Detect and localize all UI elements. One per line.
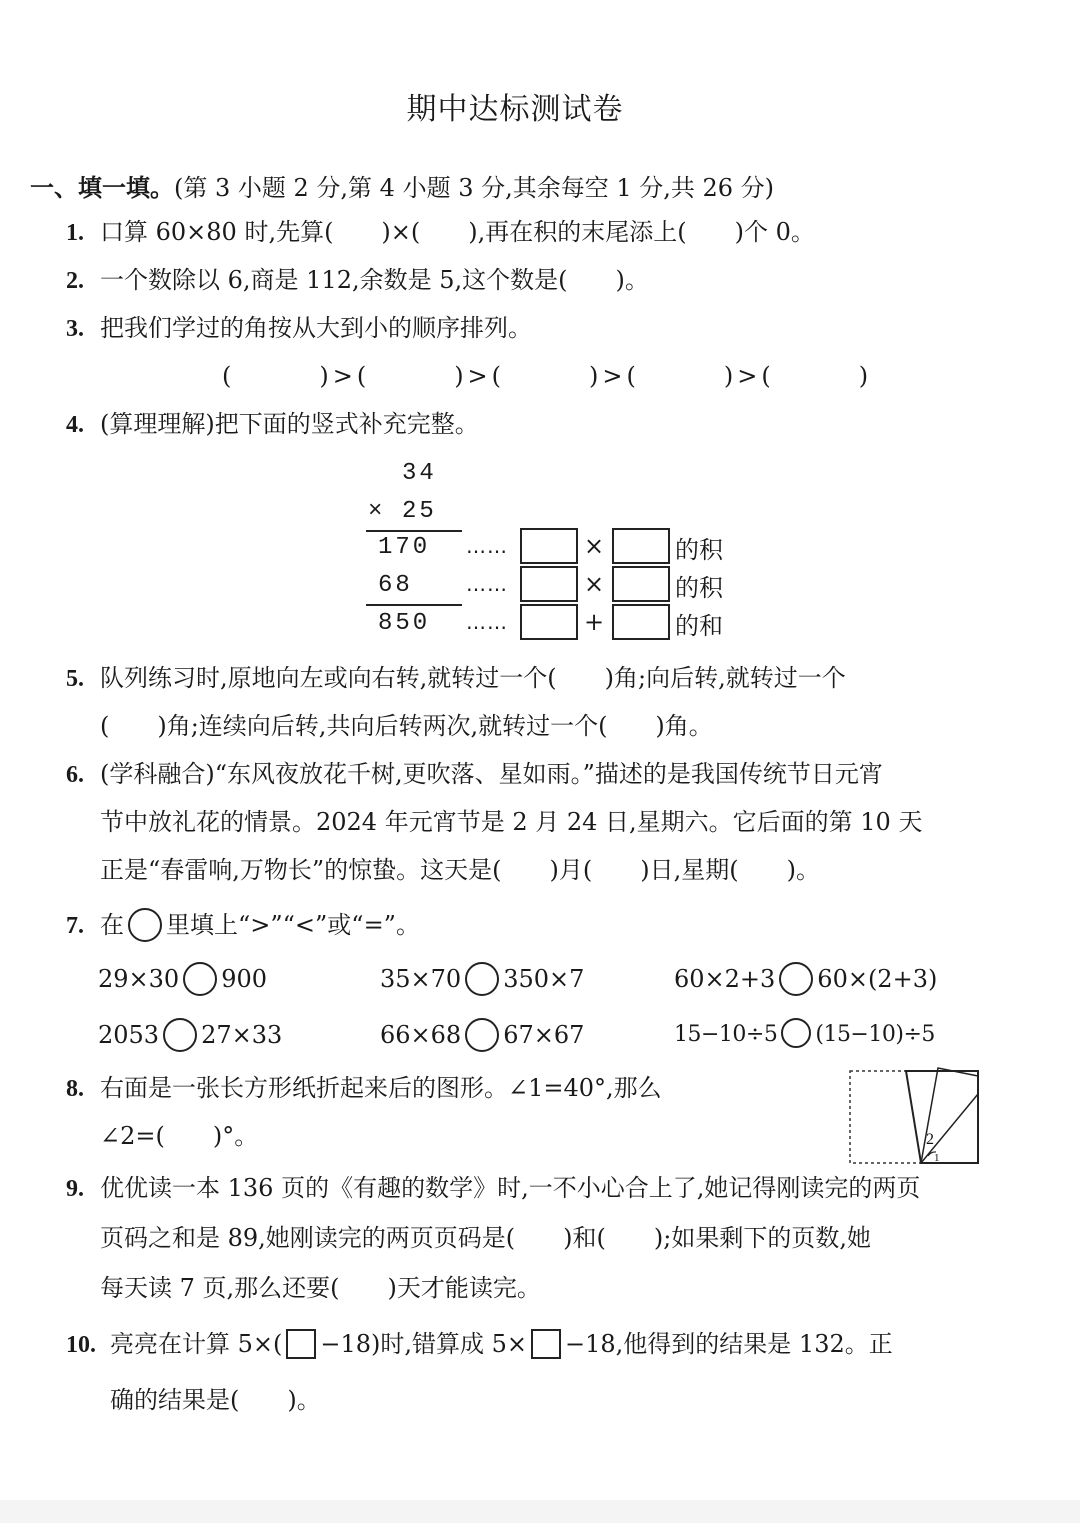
times-sign: × — [584, 570, 605, 598]
compare-item — [98, 962, 267, 996]
question-6-line-2: 节中放礼花的情景。2024 年元宵节是 2 月 24 日,星期六。它后面的第 10 天 — [100, 808, 923, 836]
compare-item — [674, 1018, 935, 1051]
answer-box[interactable] — [286, 1329, 316, 1359]
compare-circle[interactable] — [183, 962, 217, 996]
section-heading — [30, 168, 774, 203]
divider-line — [366, 604, 462, 606]
question-8 — [66, 1072, 662, 1105]
section-label: 一、填一填。 — [30, 173, 174, 202]
product-label: 的积 — [675, 536, 723, 564]
compare-item — [674, 962, 937, 996]
answer-box[interactable] — [520, 604, 578, 640]
question-9-line-3: 每天读 7 页,那么还要( )天才能读完。 — [100, 1274, 541, 1302]
times-sign: × — [584, 532, 605, 560]
sum-label: 的和 — [675, 612, 723, 640]
question-number: 2. — [66, 268, 84, 294]
answer-box[interactable] — [612, 604, 670, 640]
question-number: 10. — [66, 1332, 96, 1358]
dots: …… — [466, 534, 508, 558]
compare-circle-icon — [128, 908, 162, 942]
compare-circle[interactable] — [465, 962, 499, 996]
question-text: 里填上“>”“<”或“=”。 — [166, 911, 420, 939]
compare-left: 60×2+3 — [674, 965, 776, 993]
question-5-line-2: ( )角;连续向后转,共向后转两次,就转过一个( )角。 — [100, 712, 713, 740]
compare-left: 15−10÷5 — [674, 1022, 778, 1047]
compare-right: 67×67 — [503, 1021, 585, 1049]
question-text: 一个数除以 6,商是 112,余数是 5,这个数是( )。 — [100, 266, 649, 294]
answer-box[interactable] — [612, 566, 670, 602]
question-10 — [66, 1328, 893, 1361]
question-text: 口算 60×80 时,先算( )×( ),再在积的末尾添上( )个 0。 — [100, 218, 815, 246]
partial-product-1: 170 — [378, 534, 431, 561]
question-6 — [66, 758, 883, 791]
question-number: 5. — [66, 666, 84, 692]
angle-2-label: 2 — [926, 1131, 934, 1148]
compare-circle[interactable] — [781, 1018, 811, 1048]
compare-left: 2053 — [98, 1021, 160, 1049]
compare-right: 900 — [221, 965, 267, 993]
question-4 — [66, 408, 479, 441]
question-number: 1. — [66, 220, 84, 246]
page-title: 期中达标测试卷 — [406, 92, 624, 127]
answer-box[interactable] — [531, 1329, 561, 1359]
question-5 — [66, 662, 846, 695]
compare-item — [98, 1018, 282, 1052]
answer-box[interactable] — [612, 528, 670, 564]
compare-right: 27×33 — [201, 1021, 283, 1049]
final-product: 850 — [378, 610, 431, 637]
answer-box[interactable] — [520, 566, 578, 602]
plus-sign: + — [584, 608, 605, 636]
folded-paper-figure — [846, 1066, 986, 1168]
question-text: 右面是一张长方形纸折起来后的图形。∠1=40°,那么 — [100, 1074, 662, 1102]
question-text: 亮亮在计算 5×( — [110, 1330, 283, 1358]
question-9-line-2: 页码之和是 89,她刚读完的两页页码是( )和( );如果剩下的页数,她 — [100, 1224, 871, 1252]
multiplier: 25 — [402, 498, 437, 525]
question-1 — [66, 216, 815, 249]
compare-item — [380, 962, 584, 996]
product-label: 的积 — [675, 574, 723, 602]
question-text: 优优读一本 136 页的《有趣的数学》时,一不小心合上了,她记得刚读完的两页 — [100, 1174, 921, 1202]
question-number: 6. — [66, 762, 84, 788]
question-10-line-2: 确的结果是( )。 — [110, 1386, 321, 1414]
question-number: 7. — [66, 913, 84, 939]
question-text: (学科融合)“东风夜放花千树,更吹落、星如雨。”描述的是我国传统节日元宵 — [100, 760, 883, 788]
question-text: 在 — [100, 911, 124, 939]
question-8-line-2: ∠2=( )°。 — [100, 1122, 259, 1150]
answer-box[interactable] — [520, 528, 578, 564]
compare-left: 66×68 — [380, 1021, 462, 1049]
compare-left: 29×30 — [98, 965, 180, 993]
angle-1-label: 1 — [934, 1152, 940, 1164]
question-text: 队列练习时,原地向左或向右转,就转过一个( )角;向后转,就转过一个 — [100, 664, 846, 692]
question-9 — [66, 1172, 920, 1205]
compare-right: (15−10)÷5 — [815, 1022, 935, 1047]
compare-right: 60×(2+3) — [817, 965, 938, 993]
question-number: 9. — [66, 1176, 84, 1202]
compare-circle[interactable] — [465, 1018, 499, 1052]
question-number: 4. — [66, 412, 84, 438]
question-7 — [66, 908, 420, 942]
divider-line — [366, 530, 462, 532]
question-text: 把我们学过的角按从大到小的顺序排列。 — [100, 314, 532, 342]
dots: …… — [466, 610, 508, 634]
section-note: (第 3 小题 2 分,第 4 小题 3 分,其余每空 1 分,共 26 分) — [174, 174, 775, 202]
compare-left: 35×70 — [380, 965, 462, 993]
question-text: −18,他得到的结果是 132。正 — [565, 1330, 893, 1358]
angle-order-blanks: ( )>( )>( )>( )>( ) — [222, 362, 873, 390]
multiplicand: 34 — [402, 460, 437, 487]
question-number: 8. — [66, 1076, 84, 1102]
compare-item — [380, 1018, 584, 1052]
compare-right: 350×7 — [503, 965, 585, 993]
partial-product-2: 68 — [378, 572, 413, 599]
dots: …… — [466, 572, 508, 596]
question-text: (算理理解)把下面的竖式补充完整。 — [100, 410, 479, 438]
question-2 — [66, 264, 649, 297]
question-number: 3. — [66, 316, 84, 342]
question-text: −18)时,错算成 5× — [320, 1330, 528, 1358]
question-6-line-3: 正是“春雷响,万物长”的惊蛰。这天是( )月( )日,星期( )。 — [100, 856, 820, 884]
compare-circle[interactable] — [163, 1018, 197, 1052]
compare-circle[interactable] — [779, 962, 813, 996]
folded-flap — [906, 1071, 978, 1163]
question-3 — [66, 312, 532, 345]
multiplier-operator: × — [368, 498, 386, 525]
